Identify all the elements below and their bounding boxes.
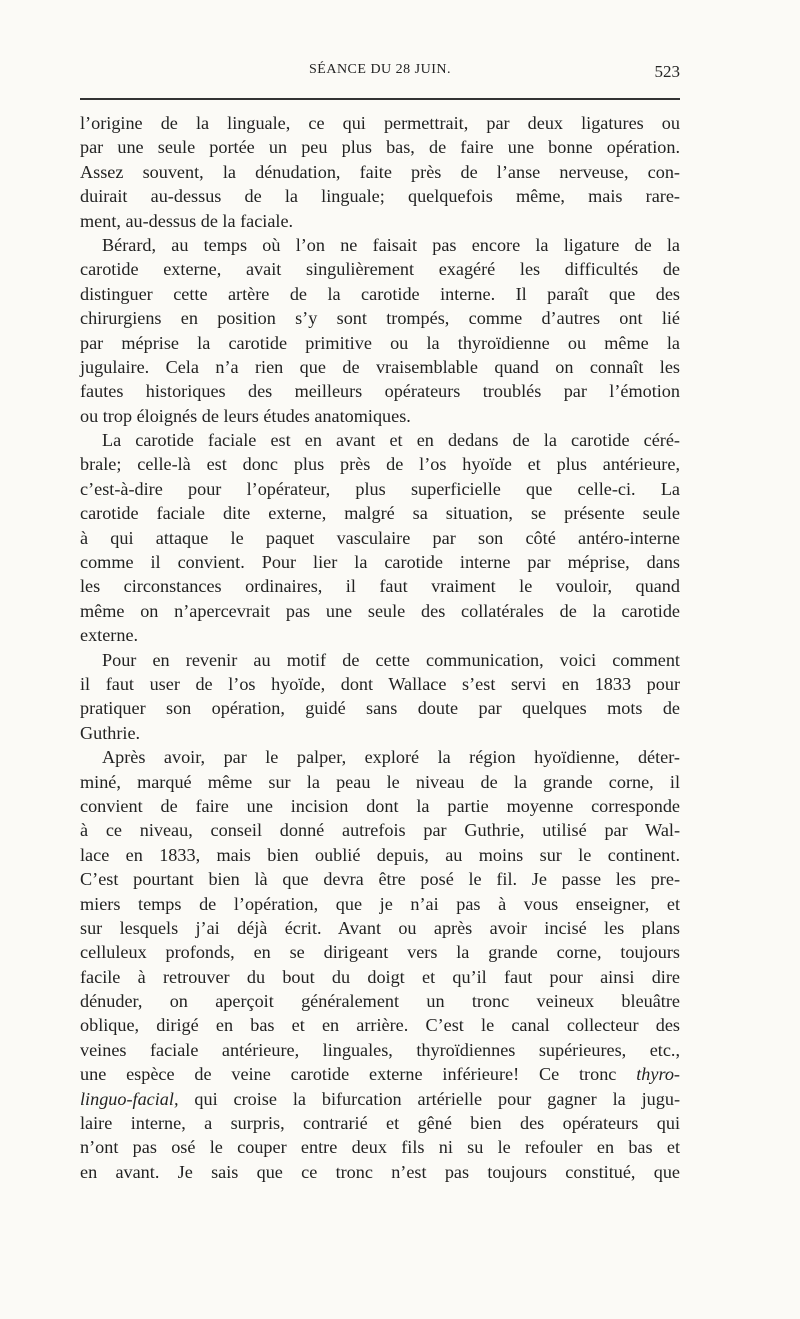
text-line: jugulaire. Cela n’a rien que de vraisemblable quand on connaît les	[80, 356, 680, 377]
text-line: miers temps de l’opération, que je n’ai pas à vous enseigner, et	[80, 893, 680, 914]
text-line	[80, 1087, 680, 1111]
text-line: carotide faciale dite externe, malgré sa situation, se présente seule	[80, 503, 680, 524]
text-line: lace en 1833, mais bien oublié depuis, au moins sur le continent.	[80, 844, 680, 865]
text-line: comme il convient. Pour lier la carotide interne par méprise, dans	[80, 552, 680, 573]
text-line: par méprise la carotide primitive ou la thyroïdienne ou même la	[80, 332, 680, 353]
text-line: même on n’apercevrait pas une seule des collatérales de la carotide	[80, 600, 680, 621]
text-line: La carotide faciale est en avant et en dedans de la carotide céré-	[102, 430, 680, 451]
text-line: en avant. Je sais que ce tronc n’est pas toujours constitué, que	[80, 1161, 680, 1182]
text-line: celluleux profonds, en se dirigeant vers la grande corne, toujours	[80, 942, 680, 963]
text-line: ou trop éloignés de leurs études anatomiques.	[80, 405, 411, 426]
text-line: Guthrie.	[80, 722, 141, 743]
text-line: brale; celle-là est donc plus près de l’os hyoïde et plus antérieure,	[80, 454, 680, 475]
italic-term: thyro-	[636, 1064, 680, 1085]
text-segment: une espèce de veine carotide externe inférieure! Ce tronc	[80, 1064, 617, 1085]
text-line: Après avoir, par le palper, exploré la région hyoïdienne, déter-	[102, 747, 680, 768]
text-line: chirurgiens en position s’y sont trompés, comme d’autres ont lié	[80, 308, 680, 329]
text-line: Bérard, au temps où l’on ne faisait pas encore la ligature de la	[102, 234, 680, 255]
text-line	[80, 1062, 680, 1086]
header-rule	[80, 98, 680, 100]
text-line: miné, marqué même sur la peau le niveau de la grande corne, il	[80, 771, 680, 792]
text-line: Assez souvent, la dénudation, faite près de l’anse nerveuse, con-	[80, 161, 680, 182]
text-line: l’origine de la linguale, ce qui permettrait, par deux ligatures ou	[80, 113, 680, 133]
body-text	[80, 111, 680, 1184]
text-line: C’est pourtant bien là que devra être posé le fil. Je passe les pre-	[80, 869, 680, 890]
text-line: n’ont pas osé le couper entre deux fils ni su le refouler en bas et	[80, 1137, 680, 1158]
text-line: facile à retrouver du bout du doigt et qu’il faut pour ainsi dire	[80, 966, 680, 987]
text-line: distinguer cette artère de la carotide interne. Il paraît que des	[80, 283, 680, 304]
text-segment: qui croise la bifurcation artérielle pour gagner la jugu-	[194, 1088, 680, 1109]
text-line: laire interne, a surpris, contrarié et gêné bien des opérateurs qui	[80, 1113, 680, 1134]
italic-term: linguo-facial,	[80, 1088, 179, 1109]
page-number: 523	[654, 62, 680, 81]
text-line: ment, au-dessus de la faciale.	[80, 210, 294, 231]
text-line: par une seule portée un peu plus bas, de faire une bonne opération.	[80, 137, 680, 158]
text-line: c’est-à-dire pour l’opérateur, plus superficielle que celle-ci. La	[80, 478, 680, 499]
text-line: dénuder, on aperçoit généralement un tronc veineux bleuâtre	[80, 991, 680, 1012]
text-line: à qui attaque le paquet vasculaire par son côté antéro-interne	[80, 527, 680, 548]
text-line: pratiquer son opération, guidé sans doute par quelques mots de	[80, 698, 680, 719]
text-line: sur lesquels j’ai déjà écrit. Avant ou après avoir incisé les plans	[80, 917, 680, 938]
text-line: convient de faire une incision dont la partie moyenne corresponde	[80, 795, 680, 816]
text-line: duirait au-dessus de la linguale; quelquefois même, mais rare-	[80, 186, 680, 207]
text-line: carotide externe, avait singulièrement exagéré les difficultés de	[80, 259, 680, 280]
text-line: il faut user de l’os hyoïde, dont Wallace s’est servi en 1833 pour	[80, 673, 680, 694]
text-line: fautes historiques des meilleurs opérateurs troublés par l’émotion	[80, 381, 680, 402]
text-line: les circonstances ordinaires, il faut vraiment le vouloir, quand	[80, 576, 680, 597]
text-line: oblique, dirigé en bas et en arrière. C’est le canal collecteur des	[80, 1015, 680, 1036]
running-title: SÉANCE DU 28 JUIN.	[309, 62, 451, 77]
text-line: veines faciale antérieure, linguales, thyroïdiennes supérieures, etc.,	[80, 1039, 680, 1060]
text-line: Pour en revenir au motif de cette communication, voici comment	[102, 649, 680, 670]
text-line: externe.	[80, 625, 139, 646]
page-header	[80, 62, 680, 86]
text-line: à ce niveau, conseil donné autrefois par Guthrie, utilisé par Wal-	[80, 820, 680, 841]
